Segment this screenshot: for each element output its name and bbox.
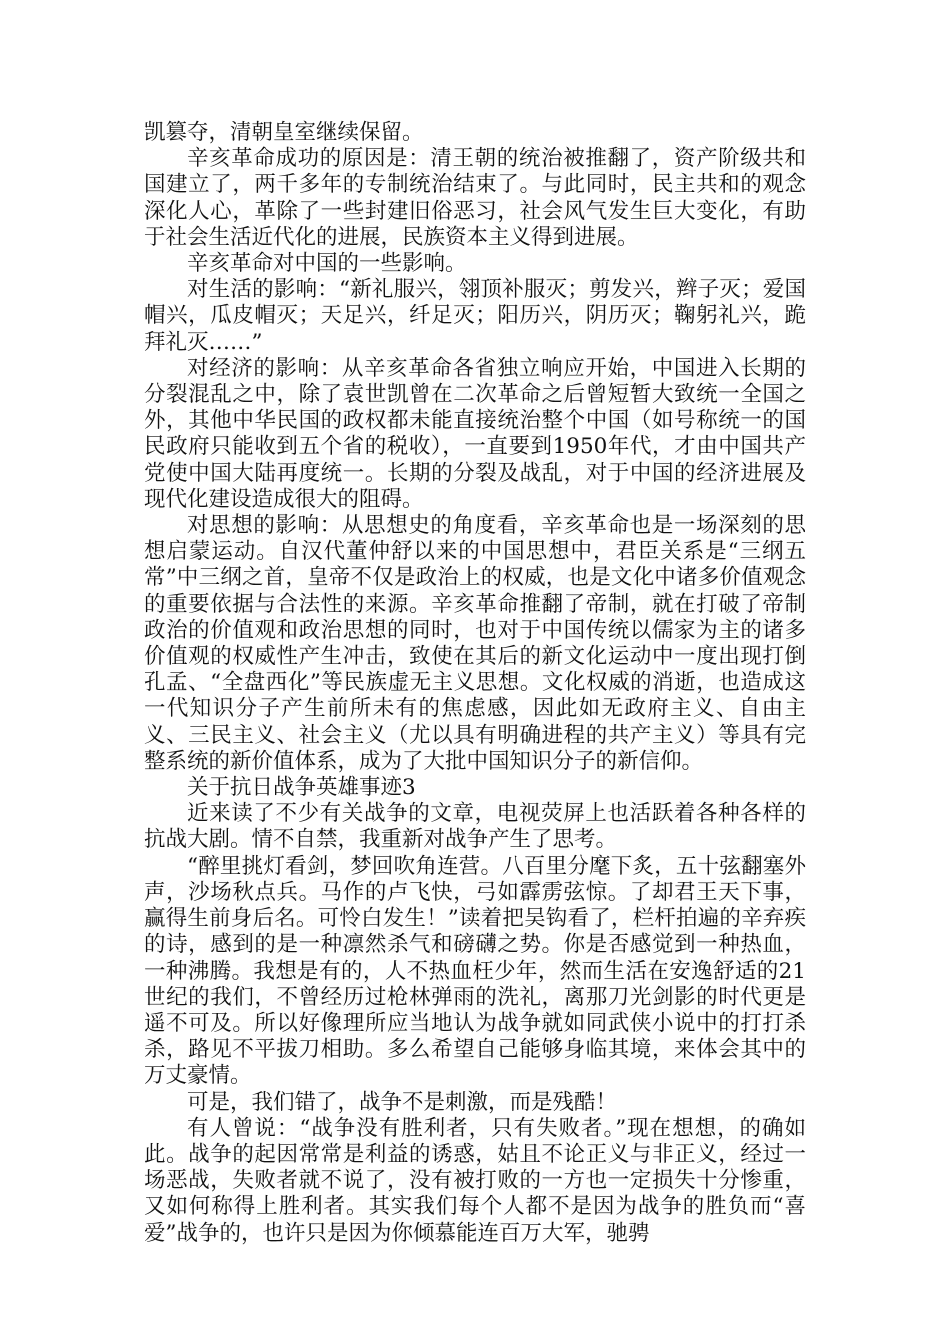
paragraph-4: 对生活的影响：“新礼服兴，翎顶补服灭；剪发兴，辫子灭；爱国帽兴，瓜皮帽灭；天足兴，纤足灭；阳历兴，阴历灭；鞠躬礼兴，跪拜礼灭……” <box>144 277 806 355</box>
paragraph-6: 对思想的影响：从思想史的角度看，辛亥革命也是一场深刻的思想启蒙运动。自汉代董仲舒以来的中国思想中，君臣关系是“三纲五常”中三纲之首，皇帝不仅是政治上的权威，也是文化中诸多价值观念的重要依据与合法性的来源。辛亥革命推翻了帝制，就在打破了帝制政治的价值观和政治思想的同时，也对于中国传统以儒家为主的诸多价值观的权威性产生冲击，致使在其后的新文化运动中一度出现打倒孔孟、“全盘西化”等民族虚无主义思想。文化权威的消逝，也造成这一代知识分子产生前所未有的焦虑感，因此如无政府主义、自由主义、三民主义、社会主义（尤以具有明确进程的共产主义）等具有完整系统的新价值体系，成为了大批中国知识分子的新信仰。 <box>144 513 806 774</box>
paragraph-5: 对经济的影响：从辛亥革命各省独立响应开始，中国进入长期的分裂混乱之中，除了袁世凯曾在二次革命之后曾短暂大致统一全国之外，其他中华民国的政权都未能直接统治整个中国（如号称统一的国民政府只能收到五个省的税收），一直要到1950年代，才由中国共产党使中国大陆再度统一。长期的分裂及战乱，对于中国的经济进展及现代化建设造成很大的阻碍。 <box>144 355 806 512</box>
paragraph-11: 有人曾说：“战争没有胜利者，只有失败者。”现在想想，的确如此。战争的起因常常是利益的诱惑，姑且不论正义与非正义，经过一场恶战，失败者就不说了，没有被打败的一方也一定损失十分惨重，又如何称得上胜利者。其实我们每个人都不是因为战争的胜负而“喜爱”战争的，也许只是因为你倾慕能连百万大军，驰骋 <box>144 1115 806 1246</box>
paragraph-9: “醉里挑灯看剑，梦回吹角连营。八百里分麾下炙，五十弦翻塞外声，沙场秋点兵。马作的卢飞快，弓如霹雳弦惊。了却君王天下事，赢得生前身后名。可怜白发生！”读着把吴钩看了，栏杆拍遍的辛弃疾的诗，感到的是一种凛然杀气和磅礴之势。你是否感觉到一种热血，一种沸腾。我想是有的，人不热血枉少年，然而生活在安逸舒适的21世纪的我们，不曾经历过枪林弹雨的洗礼，离那刀光剑影的时代更是遥不可及。所以好像理所应当地认为战争就如同武侠小说中的打打杀杀，路见不平拔刀相助。多么希望自己能够身临其境，来体会其中的万丈豪情。 <box>144 853 806 1089</box>
paragraph-8: 近来读了不少有关战争的文章，电视荧屏上也活跃着各种各样的抗战大剧。情不自禁，我重新对战争产生了思考。 <box>144 801 806 853</box>
paragraph-3: 辛亥革命对中国的一些影响。 <box>187 251 467 277</box>
paragraph-10: 可是，我们错了，战争不是刺激，而是残酷！ <box>187 1089 618 1115</box>
paragraph-2: 辛亥革命成功的原因是：清王朝的统治被推翻了，资产阶级共和国建立了，两千多年的专制统治结束了。与此同时，民主共和的观念深化人心，革除了一些封建旧俗恶习，社会风气发生巨大变化，有助于社会生活近代化的进展，民族资本主义得到进展。 <box>144 146 806 250</box>
document-body <box>144 120 806 1247</box>
section-heading: 关于抗日战争英雄事迹3 <box>187 775 416 801</box>
paragraph-1: 凯篡夺，清朝皇室继续保留。 <box>144 120 424 145</box>
